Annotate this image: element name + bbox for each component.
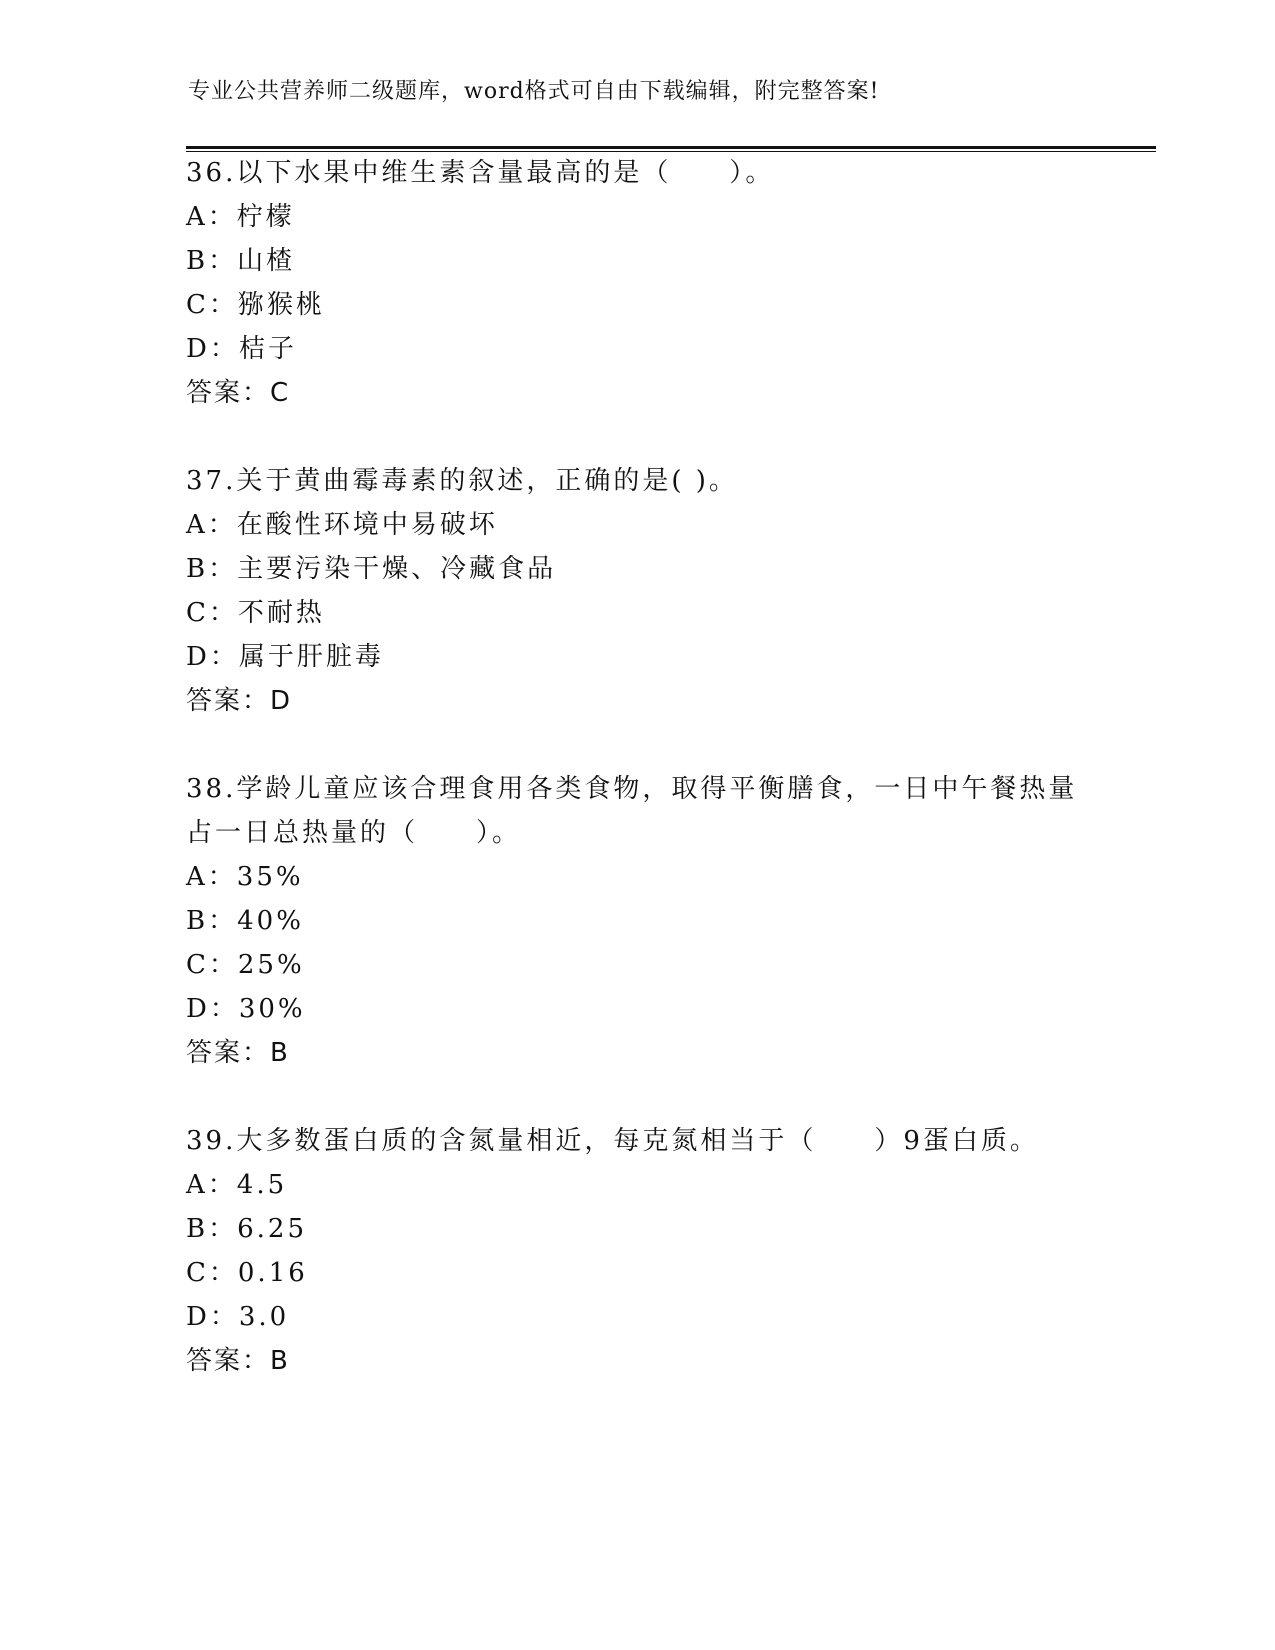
- question-37-option-c: C：不耐热: [186, 598, 325, 628]
- question-36-stem: 36.以下水果中维生素含量最高的是（ ）。: [186, 158, 775, 188]
- question-36-answer: 答案：C: [186, 378, 291, 408]
- question-37-stem: 37.关于黄曲霉毒素的叙述，正确的是( )。: [186, 466, 738, 496]
- question-39-stem: 39.大多数蛋白质的含氮量相近，每克氮相当于（ ）9蛋白质。: [186, 1126, 1039, 1156]
- question-38-option-b: B：40%: [186, 906, 304, 936]
- page-header: 专业公共营养师二级题库，word格式可自由下载编辑，附完整答案!: [188, 79, 880, 104]
- question-38-stem-line-2: 占一日总热量的（ ）。: [186, 818, 522, 848]
- question-36-option-b: B：山楂: [186, 246, 296, 276]
- header-divider-thin: [186, 151, 1156, 152]
- question-37-answer: 答案：D: [186, 686, 293, 716]
- question-39-option-a: A：4.5: [186, 1170, 288, 1200]
- question-38-option-c: C：25%: [186, 950, 305, 980]
- question-36-option-c: C：猕猴桃: [186, 290, 325, 320]
- question-36-option-a: A：柠檬: [186, 202, 295, 232]
- question-38-answer: 答案：B: [186, 1038, 290, 1068]
- question-39-option-d: D：3.0: [186, 1302, 290, 1332]
- question-38-option-d: D：30%: [186, 994, 306, 1024]
- question-39-option-c: C：0.16: [186, 1258, 308, 1288]
- header-divider-thick: [186, 146, 1156, 149]
- question-38-option-a: A：35%: [186, 862, 304, 892]
- question-37-option-a: A：在酸性环境中易破坏: [186, 510, 498, 540]
- question-38-stem-line-1: 38.学龄儿童应该合理食用各类食物，取得平衡膳食，一日中午餐热量: [186, 774, 1078, 804]
- question-37-option-d: D：属于肝脏毒: [186, 642, 384, 672]
- question-39-option-b: B：6.25: [186, 1214, 307, 1244]
- question-39-answer: 答案：B: [186, 1346, 290, 1376]
- question-37-option-b: B：主要污染干燥、冷藏食品: [186, 554, 557, 584]
- question-36-option-d: D：桔子: [186, 334, 297, 364]
